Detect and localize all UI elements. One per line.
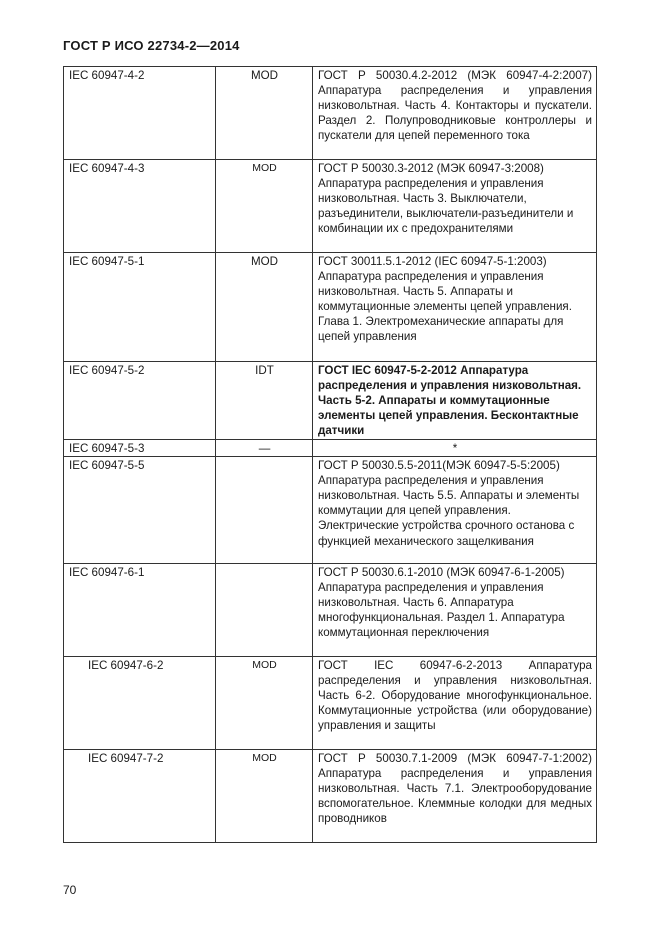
standard-code: IEC 60947-5-3 xyxy=(64,440,216,457)
standard-code: IEC 60947-4-3 xyxy=(64,160,216,253)
table-row xyxy=(64,750,597,843)
national-standard-title: ГОСТ IEC 60947-6-2-2013 Аппаратура распределения и управления низковольтная. Часть 6-2. Оборудование многофункциональное. Коммутационные устройства (или оборудование) управления и защиты xyxy=(313,657,597,750)
national-standard-title: ГОСТ Р 50030.5.5-2011(МЭК 60947-5-5:2005) Аппаратура распределения и управления низковольтная. Часть 5.5. Аппараты и элементы коммутации для цепей управления. Электрические устройства срочного останова с функцией механического защелкивания xyxy=(313,457,597,564)
national-standard-title: ГОСТ 30011.5.1-2012 (IEC 60947-5-1:2003) Аппаратура распределения и управления низковольтная. Часть 5. Аппараты и коммутационные элементы цепей управления. Глава 1. Электромеханические аппараты для цепей управления xyxy=(313,253,597,362)
national-standard-title: ГОСТ Р 50030.6.1-2010 (МЭК 60947-6-1-2005) Аппаратура распределения и управления низковольтная. Часть 6. Аппаратура многофункциональная. Раздел 1. Аппаратура коммутационная переключения xyxy=(313,564,597,657)
table-row xyxy=(64,67,597,160)
table-row xyxy=(64,440,597,457)
table-row xyxy=(64,657,597,750)
conformity-degree xyxy=(216,457,313,564)
table-row xyxy=(64,253,597,362)
conformity-degree: MOD xyxy=(216,253,313,362)
standard-code: IEC 60947-6-1 xyxy=(64,564,216,657)
national-standard-title: ГОСТ Р 50030.7.1-2009 (МЭК 60947-7-1:2002) Аппаратура распределения и управления низковольтная. Часть 7.1. Электрооборудование вспомогательное. Клеммные колодки для медных проводников xyxy=(313,750,597,843)
national-standard-title: ГОСТ Р 50030.3-2012 (МЭК 60947-3:2008) Аппаратура распределения и управления низковольтная. Часть 3. Выключатели, разъединители, выключатели-разъединители и комбинации их с предохранителями xyxy=(313,160,597,253)
table-row xyxy=(64,362,597,440)
standard-code: IEC 60947-6-2 xyxy=(64,657,216,750)
table-row xyxy=(64,564,597,657)
page-number: 70 xyxy=(63,883,77,897)
standard-code: IEC 60947-5-2 xyxy=(64,362,216,440)
table-row xyxy=(64,160,597,253)
conformity-degree xyxy=(216,564,313,657)
conformity-degree: IDT xyxy=(216,362,313,440)
standard-code: IEC 60947-5-5 xyxy=(64,457,216,564)
conformity-degree: MOD xyxy=(216,750,313,843)
standard-code: IEC 60947-4-2 xyxy=(64,67,216,160)
national-standard-title: * xyxy=(313,440,597,457)
standards-table xyxy=(63,66,597,843)
national-standard-title: ГОСТ Р 50030.4.2-2012 (МЭК 60947-4-2:2007) Аппаратура распределения и управления низковольтная. Часть 4. Контакторы и пускатели. Раздел 2. Полупроводниковые контроллеры и пускатели для цепей переменного тока xyxy=(313,67,597,160)
table-row xyxy=(64,457,597,564)
conformity-degree: MOD xyxy=(216,657,313,750)
conformity-degree: — xyxy=(216,440,313,457)
page-header: ГОСТ Р ИСО 22734-2—2014 xyxy=(63,38,240,53)
national-standard-title: ГОСТ IEC 60947-5-2-2012 Аппаратура распределения и управления низковольтная. Часть 5-2. Аппараты и коммутационные элементы цепей управления. Бесконтактные датчики xyxy=(313,362,597,440)
conformity-degree: MOD xyxy=(216,160,313,253)
conformity-degree: MOD xyxy=(216,67,313,160)
standard-code: IEC 60947-5-1 xyxy=(64,253,216,362)
standard-code: IEC 60947-7-2 xyxy=(64,750,216,843)
